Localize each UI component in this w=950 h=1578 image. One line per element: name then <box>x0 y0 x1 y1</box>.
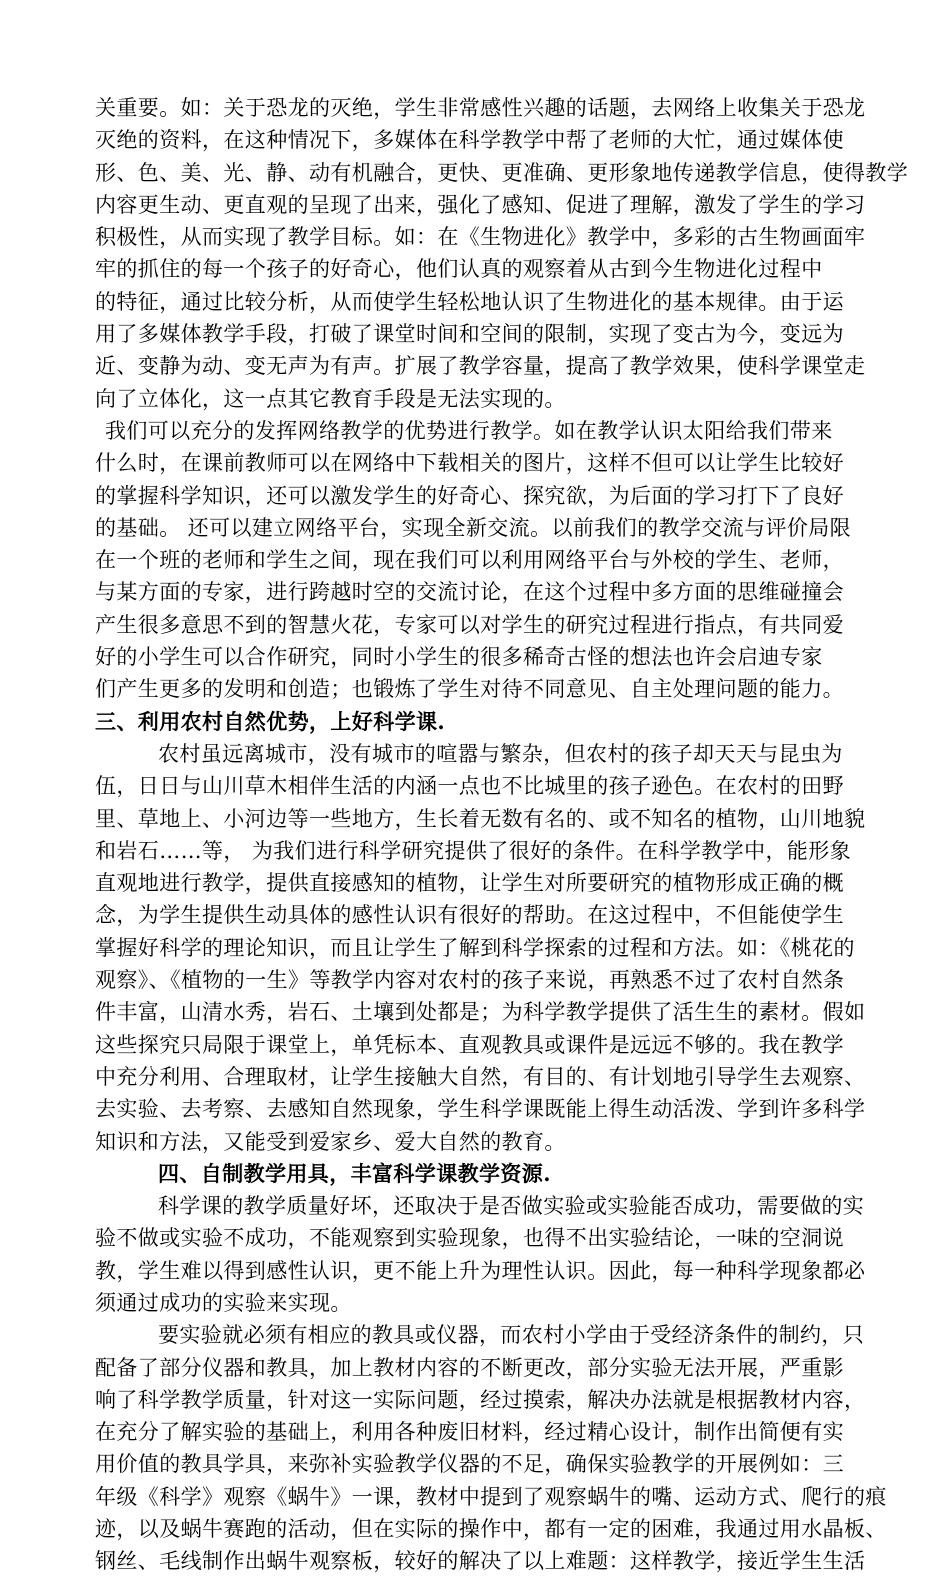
text-line: 直观地进行教学，提供直接感知的植物，让学生对所要研究的植物形成正确的概 <box>95 871 844 896</box>
text-line: 和岩石……等， 为我们进行科学研究提供了很好的条件。在科学教学中，能形象 <box>95 838 852 863</box>
text-line: 内容更生动、更直观的呈现了出来，强化了感知、促进了理解，激发了学生的学习 <box>95 192 866 217</box>
paragraph <box>95 415 865 706</box>
text-line: 迹，以及蜗牛赛跑的活动，但在实际的操作中，都有一定的困难，我通过用水晶板、 <box>95 1517 887 1542</box>
text-line: 掌握好科学的理论知识，而且让学生了解到科学探索的过程和方法。如：《桃花的 <box>95 935 855 960</box>
text-line: 件丰富，山清水秀，岩石、土壤到处都是；为科学教学提供了活生生的素材。假如 <box>95 1000 866 1025</box>
paragraph <box>95 1222 865 1319</box>
text-line: 形、色、美、光、静、动有机融合，更快、更准确、更形象地传递教学信息，使得教学 <box>95 160 909 185</box>
section-heading <box>95 1158 865 1190</box>
text-line: 要实验就必须有相应的教具或仪器，而农村小学由于受经济条件的制约，只 <box>158 1323 865 1348</box>
text-line: 向了立体化，这一点其它教育手段是无法实现的。 <box>95 386 566 411</box>
text-line: 的特征，通过比较分析，从而使学生轻松地认识了生物进化的基本规律。由于运 <box>95 289 844 314</box>
text-line: 什么时，在课前教师可以在网络中下载相关的图片，这样不但可以让学生比较好 <box>95 451 844 476</box>
text-line: 产生很多意思不到的智慧火花，专家可以对学生的研究过程进行指点，有共同爱 <box>95 612 844 637</box>
text-line: 念，为学生提供生动具体的感性认识有很好的帮助。在这过程中，不但能使学生 <box>95 903 844 928</box>
text-line: 关重要。如：关于恐龙的灭绝，学生非常感性兴趣的话题，去网络上收集关于恐龙 <box>95 96 866 120</box>
section-heading <box>95 706 865 738</box>
text-line: 牢的抓住的每一个孩子的好奇心，他们认真的观察着从古到今生物进化过程中 <box>95 257 823 282</box>
paragraph <box>95 1190 865 1222</box>
text-line: 中充分利用、合理取材，让学生接触大自然，有目的、有计划地引导学生去观察、 <box>95 1064 866 1089</box>
text-line: 年级《科学》观察《蜗牛》一课，教材中提到了观察蜗牛的嘴、运动方式、爬行的痕 <box>95 1484 887 1509</box>
text-line: 与某方面的专家，进行跨越时空的交流讨论，在这个过程中多方面的思维碰撞会 <box>95 580 844 605</box>
text-line: 的掌握科学知识，还可以激发学生的好奇心、探究欲，为后面的学习打下了良好 <box>95 483 844 508</box>
text-line: 科学课的教学质量好坏，还取决于是否做实验或实验能否成功，需要做的实 <box>158 1194 865 1219</box>
text-line: 好的小学生可以合作研究，同时小学生的很多稀奇古怪的想法也许会启迪专家 <box>95 645 823 670</box>
paragraph <box>95 738 865 770</box>
text-line: 近、变静为动、变无声为有声。扩展了教学容量，提高了教学效果，使科学课堂走 <box>95 354 866 379</box>
text-line: 知识和方法，又能受到爱家乡、爱大自然的教育。 <box>95 1129 566 1154</box>
text-line: 伍，日日与山川草木相伴生活的内涵一点也不比城里的孩子逊色。在农村的田野 <box>95 774 844 799</box>
text-line: 里、草地上、小河边等一些地方，生长着无数有名的、或不知名的植物，山川地貌 <box>95 806 866 831</box>
text-line: 们产生更多的发明和创造；也锻炼了学生对待不同意见、自主处理问题的能力。 <box>95 677 844 702</box>
paragraph <box>95 1352 887 1578</box>
text-line: 在充分了解实验的基础上，利用各种废旧材料，经过精心设计，制作出简便有实 <box>95 1420 844 1445</box>
text-line: 用价值的教具学具，来弥补实验教学仪器的不足，确保实验教学的开展例如：三 <box>95 1452 844 1477</box>
text-line: 配备了部分仪器和教具，加上教材内容的不断更改，部分实验无法开展，严重影 <box>95 1355 844 1380</box>
paragraph <box>95 770 865 1158</box>
text-line: 的基础。 还可以建立网络平台，实现全新交流。以前我们的教学交流与评价局限 <box>95 515 852 540</box>
document-page <box>95 92 909 1578</box>
text-line: 我们可以充分的发挥网络教学的优势进行教学。如在教学认识太阳给我们带来 <box>105 418 833 443</box>
text-line: 积极性，从而实现了教学目标。如：在《生物进化》教学中，多彩的古生物画面牢 <box>95 225 866 250</box>
text-line: 灭绝的资料，在这种情况下，多媒体在科学教学中帮了老师的大忙，通过媒体使 <box>95 128 844 153</box>
heading-text: 三、利用农村自然优势，上好科学课. <box>95 708 446 734</box>
heading-text: 四、自制教学用具，丰富科学课教学资源. <box>158 1160 551 1186</box>
text-line: 验不做或实验不成功，不能观察到实验现象，也得不出实验结论，一味的空洞说 <box>95 1226 844 1251</box>
text-line: 用了多媒体教学手段，打破了课堂时间和空间的限制，实现了变古为今，变远为 <box>95 322 844 347</box>
paragraph <box>95 92 909 415</box>
text-line: 去实验、去考察、去感知自然现象，学生科学课既能上得生动活泼、学到许多科学 <box>95 1097 866 1122</box>
text-line: 农村虽远离城市，没有城市的喧嚣与繁杂，但农村的孩子却天天与昆虫为 <box>158 741 843 766</box>
text-line: 在一个班的老师和学生之间，现在我们可以利用网络平台与外校的学生、老师， <box>95 548 844 573</box>
text-line: 响了科学教学质量，针对这一实际问题，经过摸索，解决办法就是根据教材内容， <box>95 1387 866 1412</box>
paragraph <box>95 1319 865 1351</box>
text-line: 观察》、《植物的一生》等教学内容对农村的孩子来说，再熟悉不过了农村自然条 <box>95 968 845 993</box>
text-line: 钢丝、毛线制作出蜗牛观察板，较好的解决了以上难题：这样教学，接近学生生活 <box>95 1549 866 1574</box>
text-line: 教，学生难以得到感性认识，更不能上升为理性认识。因此，每一种科学现象都必 <box>95 1258 866 1283</box>
text-line: 这些探究只局限于课堂上，单凭标本、直观教具或课件是远远不够的。我在教学 <box>95 1032 844 1057</box>
text-line: 须通过成功的实验来实现。 <box>95 1290 352 1315</box>
